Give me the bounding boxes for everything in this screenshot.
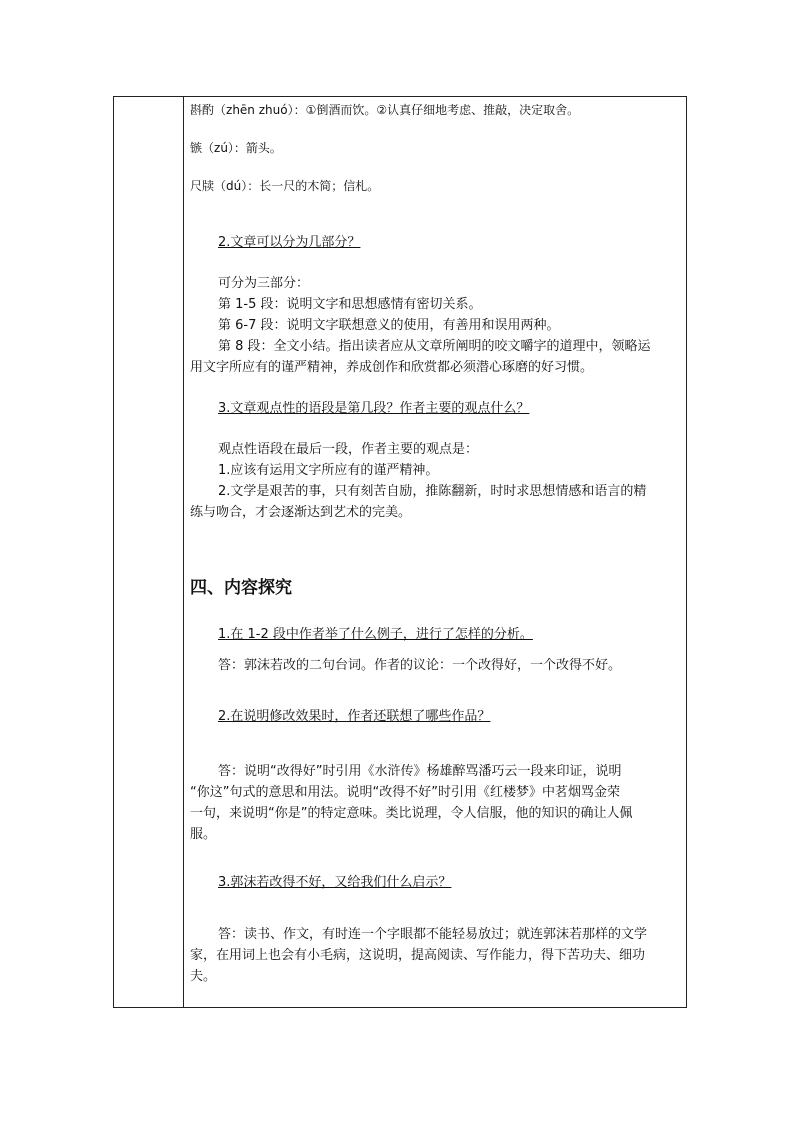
question-3: 3.文章观点性的语段是第几段？作者主要的观点什么？ xyxy=(218,401,530,416)
answer-intro: 观点性语段在最后一段，作者主要的观点是： xyxy=(218,442,479,457)
answer-point-2-line2: 练与吻合，才会逐渐达到艺术的完美。 xyxy=(190,505,412,520)
glossary-item-zhenzhuo xyxy=(190,102,579,118)
glossary-definition: ：①倒酒而饮。②认真仔细地考虑、推敲，决定取舍。 xyxy=(293,103,580,117)
answer-4-3-line2: 家，在用词上也会有小毛病，这说明，提高阅读、写作能力，得下苦功夫、细功 xyxy=(190,948,646,963)
answer-part-2: 第 6-7 段：说明文字联想意义的使用，有善用和误用两种。 xyxy=(218,318,560,333)
answer-intro: 可分为三部分： xyxy=(218,276,310,291)
glossary-pinyin: （zú） xyxy=(202,141,234,155)
glossary-pinyin: （dú） xyxy=(214,179,248,193)
glossary-item-chidu xyxy=(190,178,379,194)
table-left-column xyxy=(114,97,184,1007)
answer-part-3-line1: 第 8 段：全文小结。指出读者应从文章所阐明的咬文嚼字的道理中，领略运 xyxy=(218,339,651,354)
answer-part-3-line2: 用文字所应有的谨严精神，养成创作和欣赏都必须潜心琢磨的好习惯。 xyxy=(190,360,594,375)
answer-point-2-line1: 2.文学是艰苦的事，只有刻苦自励，推陈翻新，时时求思想情感和语言的精 xyxy=(218,484,647,499)
answer-4-2-line4: 服。 xyxy=(190,827,217,842)
answer-4-3-line1: 答：读书、作文，有时连一个字眼都不能轻易放过；就连郭沫若那样的文学 xyxy=(218,927,648,942)
glossary-term: 镞 xyxy=(190,141,203,155)
answer-4-1: 答：郭沫若改的二句台词。作者的议论：一个改得好，一个改得不好。 xyxy=(218,658,622,673)
glossary-term: 尺牍 xyxy=(190,179,215,193)
question-4-2: 2.在说明修改效果时，作者还联想了哪些作品？ xyxy=(218,709,491,724)
question-4-3: 3.郭沫若改得不好，又给我们什么启示？ xyxy=(218,875,452,890)
answer-4-2-line3: 一句，来说明“你是”的特定意味。类比说理，令人信服，他的知识的确让人佩 xyxy=(190,806,633,821)
answer-point-1: 1.应该有运用文字所应有的谨严精神。 xyxy=(218,463,439,478)
glossary-item-zu xyxy=(190,140,282,156)
glossary-pinyin: （zhēn zhuó） xyxy=(214,103,294,117)
question-2: 2.文章可以分为几部分？ xyxy=(218,235,361,250)
lesson-table xyxy=(113,96,687,1008)
glossary-definition: ：箭头。 xyxy=(233,141,282,155)
glossary-term: 斟酌 xyxy=(190,103,215,117)
answer-4-2-line2: “你这”句式的意思和用法。说明“改得不好”时引用《红楼梦》中茗烟骂金荣 xyxy=(190,785,620,800)
answer-part-1: 第 1-5 段：说明文字和思想感情有密切关系。 xyxy=(218,297,482,312)
answer-4-2-line1: 答：说明“改得好”时引用《水浒传》杨雄醉骂潘巧云一段来印证，说明 xyxy=(218,764,622,779)
section-heading: 四、内容探究 xyxy=(190,578,292,598)
question-4-1: 1.在 1-2 段中作者举了什么例子，进行了怎样的分析。 xyxy=(218,627,533,642)
answer-4-3-line3: 夫。 xyxy=(190,969,217,984)
glossary-definition: ：长一尺的木简；信札。 xyxy=(247,179,380,193)
